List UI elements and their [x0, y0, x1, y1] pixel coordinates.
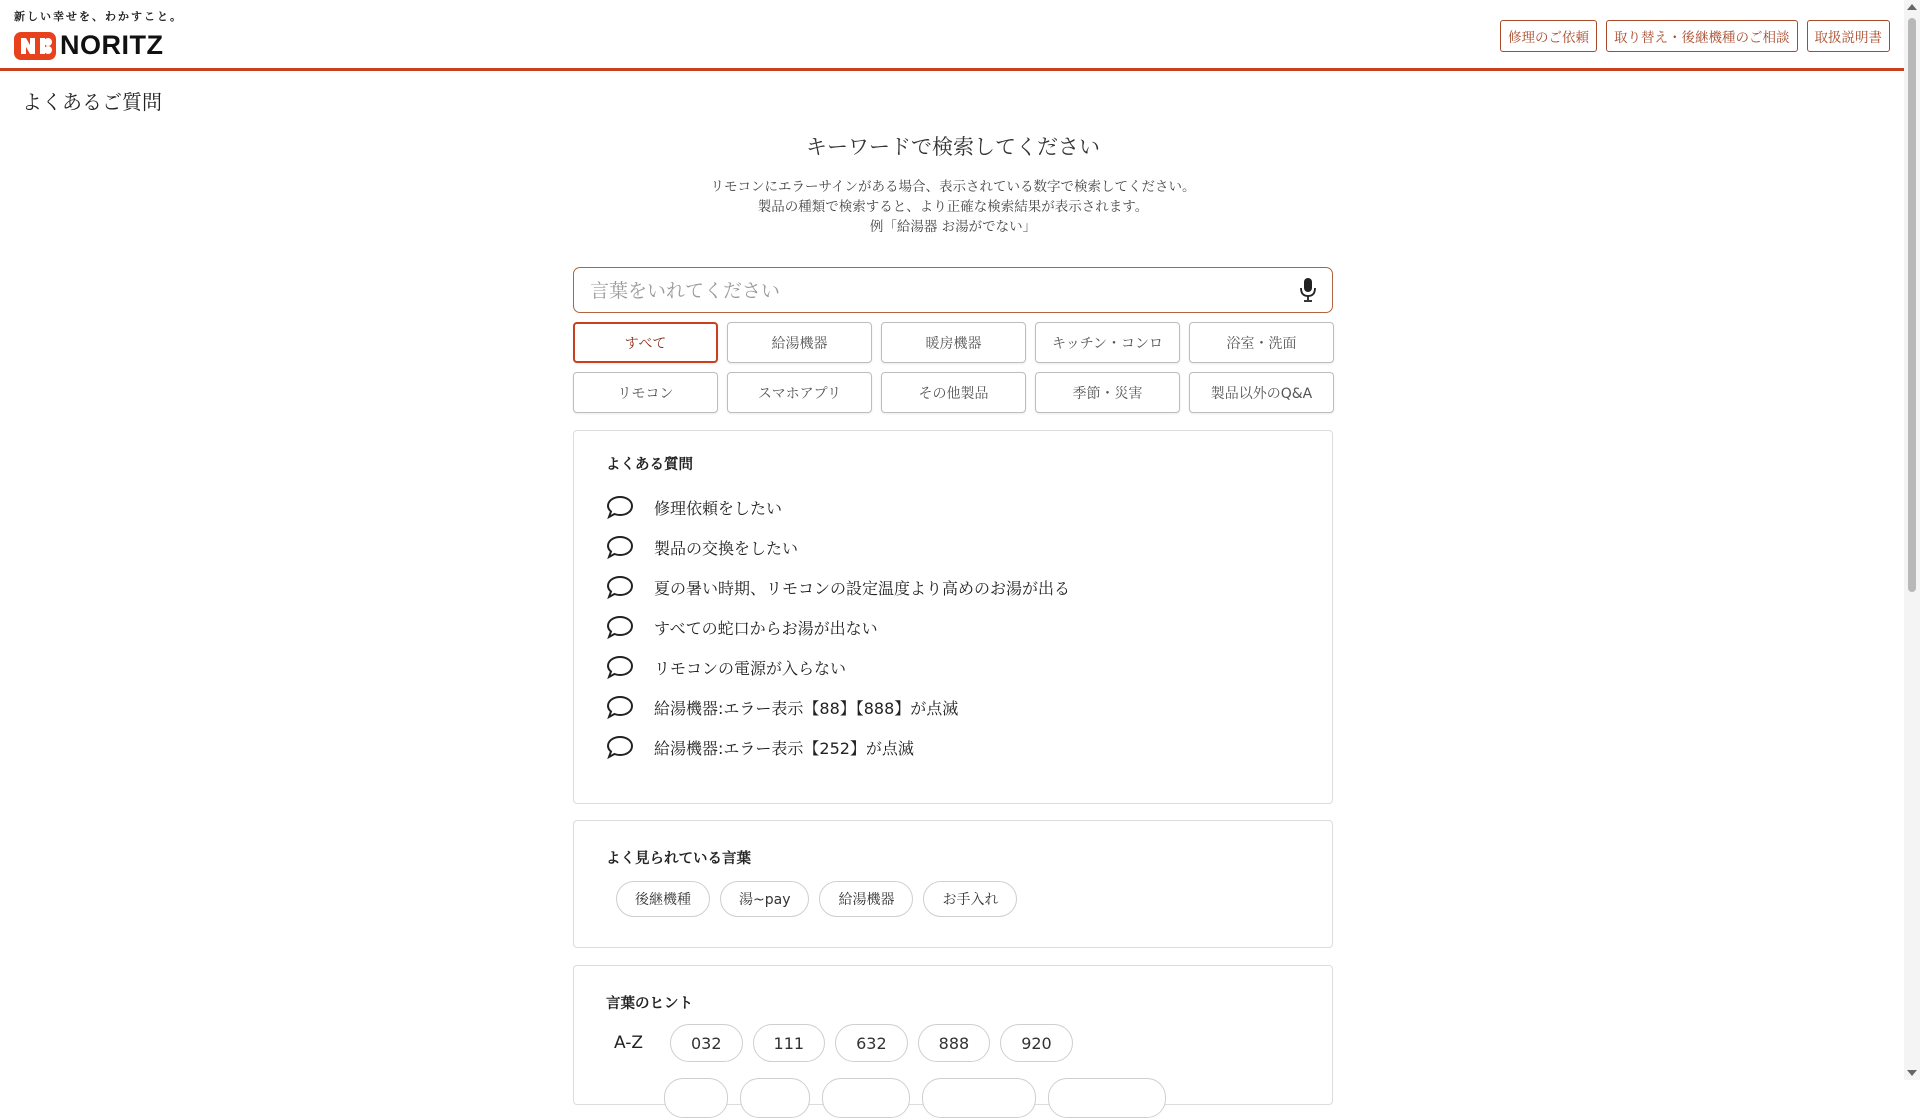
page-scrollbar[interactable]	[1904, 0, 1920, 1080]
faq-question[interactable]: 給湯機器:エラー表示【88】【888】が点滅	[654, 698, 959, 718]
desc-line-2: 製品の種類で検索すると、より正確な検索結果が表示されます。	[757, 199, 1149, 215]
faq-item[interactable]	[606, 647, 1070, 687]
faq-card	[573, 430, 1333, 804]
hint-tag-partial[interactable]	[740, 1078, 810, 1118]
desc-line-3: 例「給湯器 お湯がでない」	[869, 219, 1037, 235]
faq-question[interactable]: 修理依頼をしたい	[654, 498, 783, 518]
faq-title: よくある質問	[606, 457, 693, 473]
microphone-icon[interactable]	[1298, 277, 1318, 303]
header-links	[1500, 20, 1890, 52]
faq-list	[606, 487, 1070, 767]
hint-code-tag[interactable]: 888	[918, 1024, 991, 1062]
replacement-consult-link[interactable]: 取り替え・後継機種のご相談	[1606, 20, 1798, 52]
noritz-mark-icon	[14, 32, 56, 60]
faq-question[interactable]: 製品の交換をしたい	[654, 538, 799, 558]
hint-tag-partial[interactable]	[922, 1078, 1036, 1118]
repair-request-link[interactable]: 修理のご依頼	[1500, 20, 1597, 52]
popular-words-title: よく見られている言葉	[606, 851, 751, 867]
search-heading	[573, 131, 1333, 237]
hint-code-tag[interactable]: 111	[753, 1024, 826, 1062]
category-heating[interactable]: 暖房機器	[881, 322, 1026, 363]
scroll-thumb[interactable]	[1908, 18, 1916, 592]
speech-bubble-icon	[606, 695, 634, 719]
hint-row-next	[664, 1078, 1166, 1118]
hint-code-tag[interactable]: 632	[835, 1024, 908, 1062]
category-bath-washroom[interactable]: 浴室・洗面	[1189, 322, 1334, 363]
page-title: よくあるご質問	[22, 90, 162, 114]
category-filters	[573, 322, 1333, 413]
search-description	[573, 177, 1333, 237]
category-water-heaters[interactable]: 給湯機器	[727, 322, 872, 363]
popular-word-tag[interactable]: お手入れ	[923, 881, 1017, 917]
faq-question[interactable]: 給湯機器:エラー表示【252】が点滅	[654, 738, 914, 758]
category-kitchen-stove[interactable]: キッチン・コンロ	[1035, 322, 1180, 363]
faq-item[interactable]	[606, 567, 1070, 607]
brand-tagline: 新しい幸せを、わかすこと。	[14, 10, 183, 23]
popular-words-list	[616, 881, 1017, 917]
category-non-product-qa[interactable]: 製品以外のQ&A	[1189, 372, 1334, 413]
site-header	[0, 0, 1904, 71]
popular-word-tag[interactable]: 後継機種	[616, 881, 710, 917]
scroll-up-icon[interactable]	[1907, 4, 1917, 10]
search-box	[573, 267, 1333, 313]
popular-word-tag[interactable]: 給湯機器	[819, 881, 913, 917]
faq-item[interactable]	[606, 527, 1070, 567]
noritz-logo[interactable]	[14, 8, 183, 61]
faq-item[interactable]	[606, 607, 1070, 647]
popular-words-card	[573, 820, 1333, 948]
speech-bubble-icon	[606, 535, 634, 559]
faq-question[interactable]: すべての蛇口からお湯が出ない	[654, 618, 878, 638]
hint-tag-partial[interactable]	[1048, 1078, 1166, 1118]
faq-item[interactable]	[606, 727, 1070, 767]
manual-link[interactable]: 取扱説明書	[1807, 20, 1891, 52]
category-smartphone-app[interactable]: スマホアプリ	[727, 372, 872, 413]
speech-bubble-icon	[606, 575, 634, 599]
category-remote[interactable]: リモコン	[573, 372, 718, 413]
scroll-down-icon[interactable]	[1907, 1070, 1917, 1076]
word-hints-card	[573, 965, 1333, 1105]
speech-bubble-icon	[606, 735, 634, 759]
hint-code-tag[interactable]: 920	[1000, 1024, 1073, 1062]
az-label: A-Z	[614, 1033, 644, 1053]
hint-tag-partial[interactable]	[822, 1078, 910, 1118]
popular-word-tag[interactable]: 湯~pay	[720, 881, 809, 917]
speech-bubble-icon	[606, 495, 634, 519]
desc-line-1: リモコンにエラーサインがある場合、表示されている数字で検索してください。	[710, 179, 1196, 195]
faq-item[interactable]	[606, 487, 1070, 527]
faq-item[interactable]	[606, 687, 1070, 727]
speech-bubble-icon	[606, 615, 634, 639]
speech-bubble-icon	[606, 655, 634, 679]
faq-question[interactable]: 夏の暑い時期、リモコンの設定温度より高めのお湯が出る	[654, 578, 1071, 598]
hint-code-tag[interactable]: 032	[670, 1024, 743, 1062]
category-season-disaster[interactable]: 季節・災害	[1035, 372, 1180, 413]
word-hints-title: 言葉のヒント	[606, 996, 693, 1012]
hint-row-az	[614, 1024, 1073, 1062]
category-all[interactable]: すべて	[573, 322, 718, 363]
logo-row	[14, 30, 183, 61]
hint-tag-partial[interactable]	[664, 1078, 728, 1118]
search-input[interactable]	[588, 268, 1272, 313]
search-title: キーワードで検索してください	[806, 135, 1100, 159]
faq-question[interactable]: リモコンの電源が入らない	[654, 658, 847, 678]
brand-name: NORITZ	[60, 30, 164, 60]
category-other-products[interactable]: その他製品	[881, 372, 1026, 413]
